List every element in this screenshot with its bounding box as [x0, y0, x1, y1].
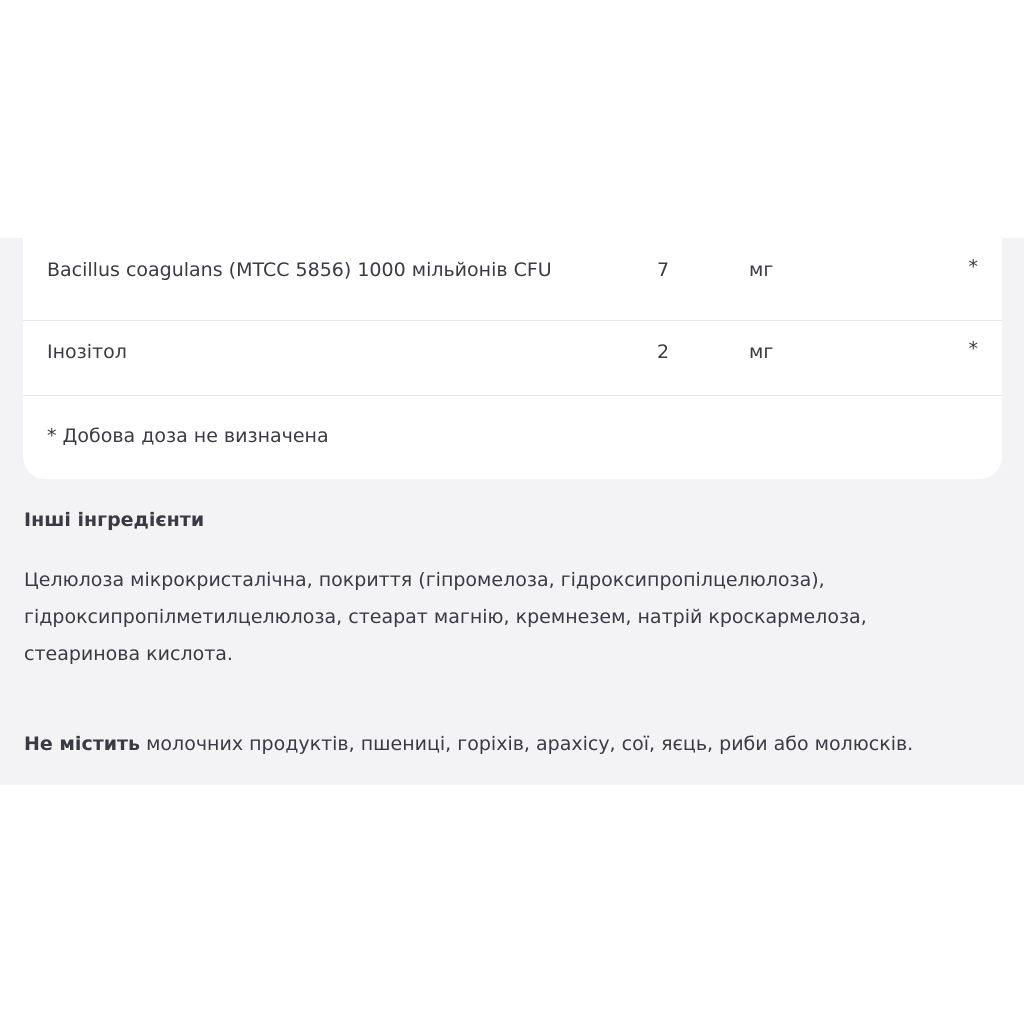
table-row — [23, 312, 1002, 396]
ingredient-unit: мг — [749, 341, 774, 363]
allergen-statement — [24, 733, 913, 755]
other-ingredients-line: стеаринова кислота. — [24, 643, 233, 665]
daily-value-mark: * — [968, 256, 978, 278]
other-ingredients-title: Інші інгредієнти — [24, 509, 205, 531]
other-ingredients-text — [24, 562, 984, 673]
ingredient-amount: 7 — [657, 259, 670, 281]
other-ingredients-line: Целюлоза мікрокристалічна, покриття (гіпромелоза, гідроксипропілцелюлоза), — [24, 569, 825, 591]
ingredients-table — [23, 238, 1002, 479]
ingredient-name: Bacillus coagulans (MTCC 5856) 1000 мільйонів CFU — [47, 259, 552, 281]
table-footnote: * Добова доза не визначена — [47, 425, 329, 447]
ingredient-amount: 2 — [657, 341, 670, 363]
allergen-label: Не містить — [24, 733, 141, 755]
other-ingredients-line: гідроксипропілметилцелюлоза, стеарат магнію, кремнезем, натрій кроскармелоза, — [24, 606, 867, 628]
ingredient-name: Інозітол — [47, 341, 127, 363]
daily-value-mark: * — [968, 338, 978, 360]
supplement-facts-section — [0, 238, 1024, 785]
ingredient-unit: мг — [749, 259, 774, 281]
allergen-text: молочних продуктів, пшениці, горіхів, арахісу, сої, яєць, риби або молюсків. — [140, 733, 914, 755]
table-row — [23, 238, 1002, 321]
